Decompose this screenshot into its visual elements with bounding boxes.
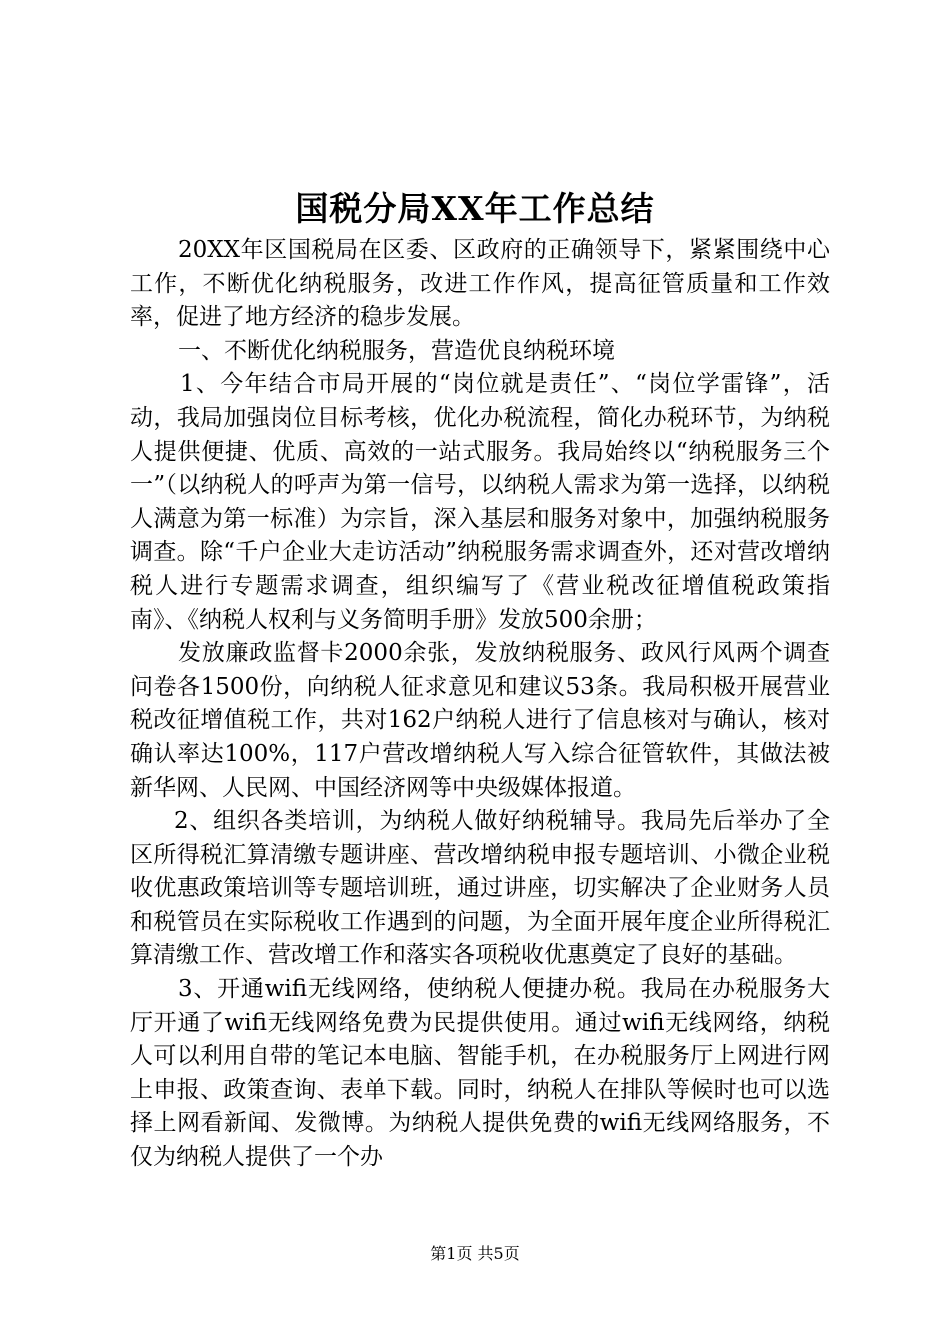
- paragraph-item-1: 1、今年结合市局开展的“岗位就是责任”、“岗位学雷锋”，活动，我局加强岗位目标考核，优化办税流程，简化办税环节，为纳税人提供便捷、优质、高效的一站式服务。我局始终以“纳税服务三个一”（以纳税人的呼声为第一信号，以纳税人需求为第一选择，以纳税人满意为第一标准）为宗旨，深入基层和服务对象中，加强纳税服务调查。除“千户企业大走访活动”纳税服务需求调查外，还对营改增纳税人进行专题需求调查，组织编写了《营业税改征增值税政策指南》、《纳税人权利与义务简明手册》发放500余册；: [130, 371, 830, 633]
- paragraph-item-1-continued: 发放廉政监督卡2000余张，发放纳税服务、政风行风两个调查问卷各1500份，向纳税人征求意见和建议53条。我局积极开展营业税改征增值税工作，共对162户纳税人进行了信息核对与确认，核对确认率达100%，117户营改增纳税人写入综合征管软件，其做法被新华网、人民网、中国经济网等中央级媒体报道。: [130, 640, 830, 801]
- document-title: 国税分局XX年工作总结: [295, 189, 655, 228]
- paragraph-item-2: 2、组织各类培训，为纳税人做好纳税辅导。我局先后举办了全区所得税汇算清缴专题讲座、营改增纳税申报专题培训、小微企业税收优惠政策培训等专题培训班，通过讲座，切实解决了企业财务人员和税管员在实际税收工作遇到的问题，为全面开展年度企业所得税汇算清缴工作、营改增工作和落实各项税收优惠奠定了良好的基础。: [130, 808, 830, 969]
- paragraph-item-3: 3、开通wifi无线网络，使纳税人便捷办税。我局在办税服务大厅开通了wifi无线网络免费为民提供使用。通过wifi无线网络，纳税人可以利用自带的笔记本电脑、智能手机，在办税服务厅上网进行网上申报、政策查询、表单下载。同时，纳税人在排队等候时也可以选择上网看新闻、发微博。为纳税人提供免费的wifi无线网络服务，不仅为纳税人提供了一个办: [130, 976, 830, 1171]
- paragraph-intro: 20XX年区国税局在区委、区政府的正确领导下，紧紧围绕中心工作，不断优化纳税服务，改进工作作风，提高征管质量和工作效率，促进了地方经济的稳步发展。: [130, 237, 830, 331]
- document-body: [130, 234, 830, 1175]
- section-heading-1: 一、不断优化纳税服务，营造优良纳税环境: [178, 337, 615, 364]
- page-footer: 第1页 共5页: [430, 1244, 520, 1263]
